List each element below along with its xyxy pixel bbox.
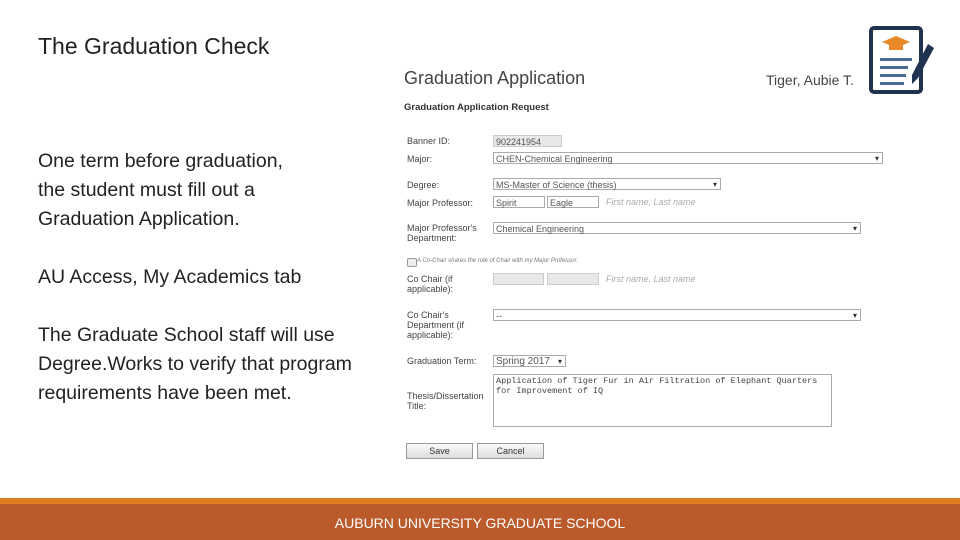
save-button[interactable]: Save [406, 443, 473, 459]
paragraph-1 [38, 147, 283, 234]
graduation-term-select[interactable] [493, 355, 566, 367]
cancel-button[interactable]: Cancel [477, 443, 544, 459]
text-line: Graduation Application. [38, 208, 240, 230]
text-line: Degree.Works to verify that program [38, 353, 352, 375]
major-value: CHEN-Chemical Engineering [496, 154, 613, 164]
text-line: The Graduate School staff will use [38, 324, 335, 346]
cochair-last-name-input[interactable] [547, 273, 599, 285]
thesis-title-label: Thesis/Dissertation Title: [407, 391, 484, 411]
slide-title: The Graduation Check [38, 33, 270, 59]
footer: AUBURN UNIVERSITY GRADUATE SCHOOL [0, 504, 960, 540]
degree-value: MS-Master of Science (thesis) [496, 180, 617, 190]
banner-id-field: 902241954 [493, 135, 562, 147]
name-hint: First name, Last name [606, 197, 696, 207]
major-select[interactable] [493, 152, 883, 164]
thesis-title-textarea[interactable]: Application of Tiger Fur in Air Filtration of Elephant Quarters for Improvement of IQ [493, 374, 832, 427]
cochair-department-label: Co Chair's Department (if applicable): [407, 310, 465, 340]
user-name: Tiger, Aubie T. [766, 72, 854, 88]
cochair-checkbox[interactable] [407, 258, 417, 267]
graduation-document-icon [866, 24, 938, 96]
cochair-department-select[interactable] [493, 309, 861, 321]
degree-select[interactable] [493, 178, 721, 190]
paragraph-3 [38, 321, 352, 408]
cochair-checkbox-label: A Co-Chair shares the role of Chair with my Major Professor. [417, 258, 578, 264]
professor-department-label: Major Professor's Department: [407, 223, 477, 243]
cochair-first-name-input[interactable] [493, 273, 544, 285]
cochair-label: Co Chair (if applicable): [407, 274, 454, 294]
major-professor-label: Major Professor: [407, 198, 474, 208]
professor-department-value: Chemical Engineering [496, 224, 585, 234]
degree-label: Degree: [407, 180, 440, 190]
major-label: Major: [407, 154, 433, 164]
text-line: requirements have been met. [38, 382, 292, 404]
text-line: the student must fill out a [38, 179, 255, 201]
text-line: One term before graduation, [38, 150, 283, 172]
graduation-term-label: Graduation Term: [407, 356, 477, 366]
professor-last-name-input[interactable]: Eagle [547, 196, 599, 208]
banner-id-label: Banner ID: [407, 136, 451, 146]
paragraph-2 [38, 263, 301, 292]
cochair-department-value: -- [496, 311, 502, 321]
professor-first-name-input[interactable]: Spirit [493, 196, 545, 208]
text-line: AU Access, My Academics tab [38, 266, 302, 288]
graduation-term-value: Spring 2017 [496, 356, 550, 367]
cochair-name-hint: First name, Last name [606, 274, 696, 284]
form-title: Graduation Application [404, 68, 586, 88]
professor-department-select[interactable] [493, 222, 861, 234]
form-subtitle: Graduation Application Request [404, 102, 549, 113]
